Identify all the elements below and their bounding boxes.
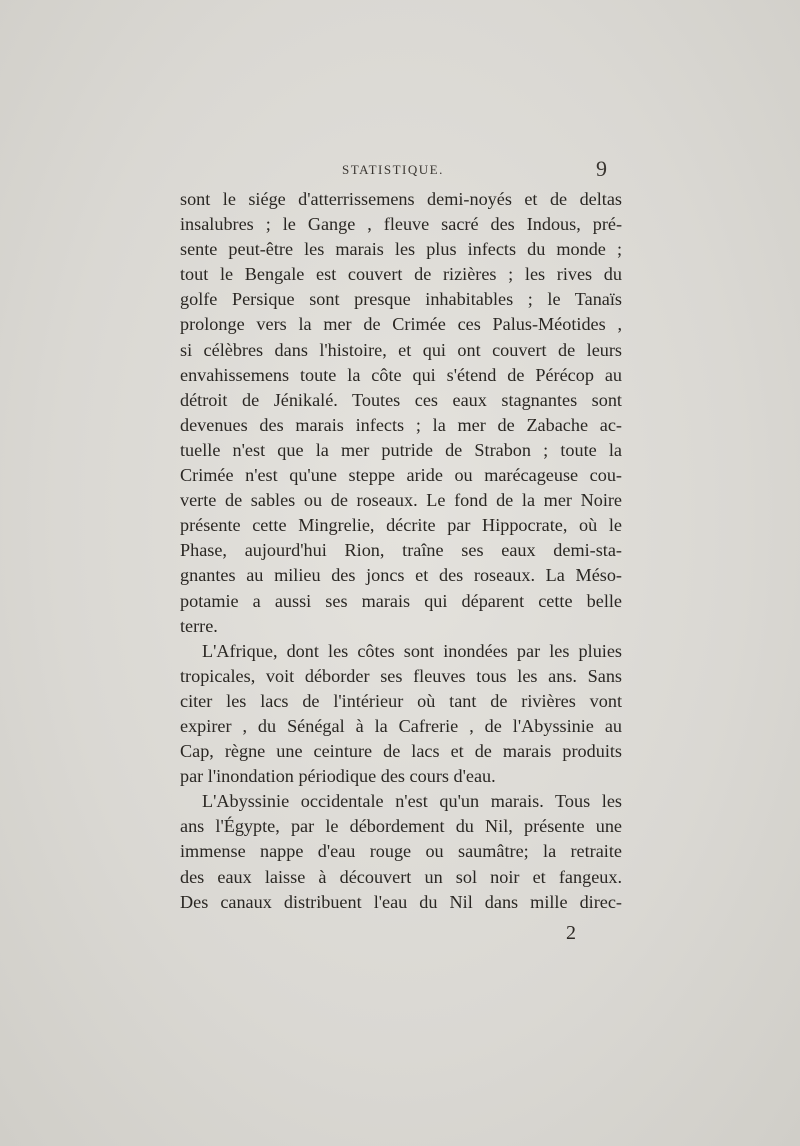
text-line: verte de sables ou de roseaux. Le fond de la mer Noire bbox=[180, 490, 622, 511]
text-line: détroit de Jénikalé. Toutes ces eaux stagnantes sont bbox=[180, 389, 622, 410]
text-line: L'Abyssinie occidentale n'est qu'un marais. Tous les bbox=[202, 791, 622, 812]
text-line: Crimée n'est qu'une steppe aride ou marécageuse cou- bbox=[180, 465, 622, 486]
body-text bbox=[180, 187, 622, 915]
text-line: immense nappe d'eau rouge ou saumâtre; la retraite bbox=[180, 841, 622, 862]
running-head: STATISTIQUE. bbox=[342, 162, 444, 177]
text-line: si célèbres dans l'histoire, et qui ont couvert de leurs bbox=[180, 339, 622, 360]
text-line: devenues des marais infects ; la mer de Zabache ac- bbox=[180, 414, 622, 435]
text-line: expirer , du Sénégal à la Cafrerie , de l'Abyssinie au bbox=[180, 715, 622, 736]
text-line: Des canaux distribuent l'eau du Nil dans mille direc- bbox=[180, 891, 622, 912]
text-line: Phase, aujourd'hui Rion, traîne ses eaux demi-sta- bbox=[180, 540, 622, 561]
text-line: citer les lacs de l'intérieur où tant de rivières vont bbox=[180, 690, 622, 711]
text-line: prolonge vers la mer de Crimée ces Palus-Méotides , bbox=[180, 314, 622, 335]
text-line: potamie a aussi ses marais qui déparent cette belle bbox=[180, 590, 622, 611]
text-line: tout le Bengale est couvert de rizières ; les rives du bbox=[180, 264, 622, 285]
text-line: envahissemens toute la côte qui s'étend de Pérécop au bbox=[180, 364, 622, 385]
text-line: ans l'Égypte, par le débordement du Nil, présente une bbox=[180, 816, 622, 837]
text-line: L'Afrique, dont les côtes sont inondées par les pluies bbox=[202, 640, 622, 661]
text-line: présente cette Mingrelie, décrite par Hippocrate, où le bbox=[180, 515, 622, 536]
page-header bbox=[0, 156, 800, 184]
text-line: Cap, règne une ceinture de lacs et de marais produits bbox=[180, 741, 622, 762]
text-line: tuelle n'est que la mer putride de Strabon ; toute la bbox=[180, 439, 622, 460]
text-line: golfe Persique sont presque inhabitables ; le Tanaïs bbox=[180, 289, 622, 310]
text-line: insalubres ; le Gange , fleuve sacré des Indous, pré- bbox=[180, 214, 622, 235]
text-line: des eaux laisse à découvert un sol noir et fangeux. bbox=[180, 866, 622, 887]
text-line: sont le siége d'atterrissemens demi-noyés et de deltas bbox=[180, 189, 622, 209]
text-line: sente peut-être les marais les plus infects du monde ; bbox=[180, 239, 622, 260]
signature-mark: 2 bbox=[566, 922, 576, 944]
text-line: par l'inondation périodique des cours d'eau. bbox=[180, 766, 496, 787]
text-line: terre. bbox=[180, 615, 218, 636]
page-number: 9 bbox=[596, 156, 607, 181]
text-line: tropicales, voit déborder ses fleuves tous les ans. Sans bbox=[180, 665, 622, 686]
text-line: gnantes au milieu des joncs et des roseaux. La Méso- bbox=[180, 565, 622, 586]
